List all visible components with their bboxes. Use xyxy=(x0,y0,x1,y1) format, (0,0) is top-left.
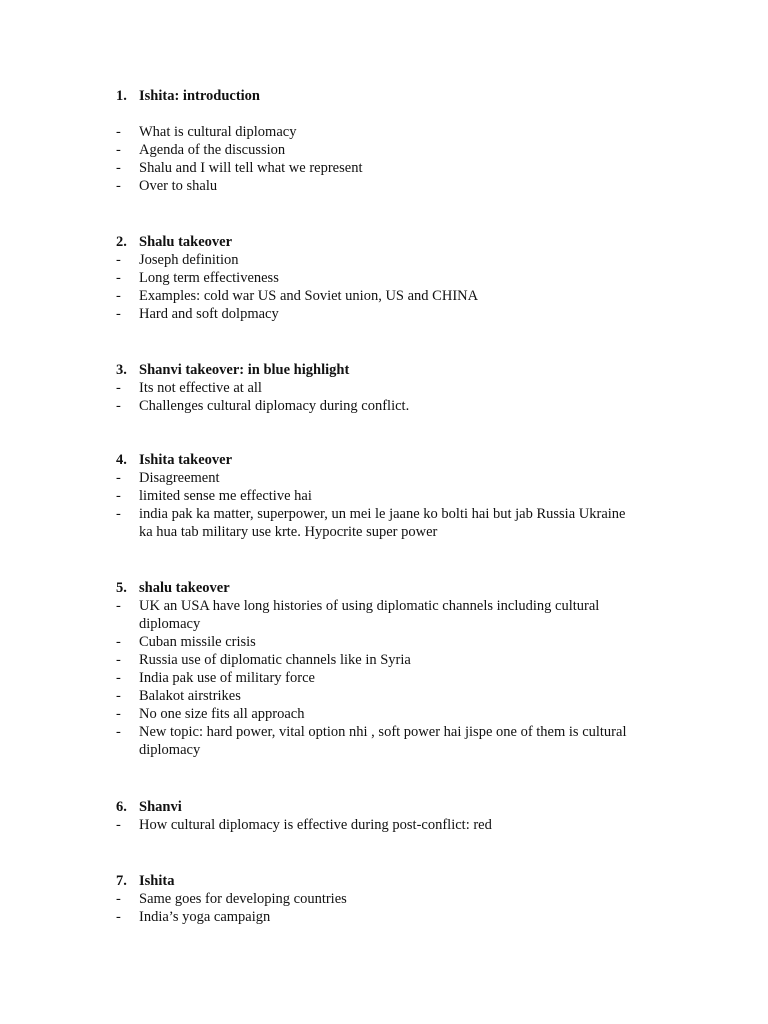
section-heading xyxy=(0,872,768,890)
section-heading xyxy=(0,451,768,469)
section-title: Shanvi takeover: in blue highlight xyxy=(139,362,350,378)
bullet-text: UK an USA have long histories of using diplomatic channels including cultural xyxy=(139,598,600,614)
section-7 xyxy=(0,872,768,926)
bullet-dash: - xyxy=(116,817,121,833)
bullet-text: Challenges cultural diplomacy during conflict. xyxy=(139,398,410,414)
bullet-text: Agenda of the discussion xyxy=(139,142,286,158)
bullet-text: Its not effective at all xyxy=(139,380,262,396)
section-number: 3. xyxy=(116,362,127,378)
bullet-item xyxy=(0,141,768,159)
bullet-text: Examples: cold war US and Soviet union, US and CHINA xyxy=(139,288,479,304)
bullet-dash: - xyxy=(116,160,121,176)
bullet-dash: - xyxy=(116,470,121,486)
section-title: Ishita takeover xyxy=(139,452,233,468)
section-heading xyxy=(0,579,768,597)
bullet-text: Shalu and I will tell what we represent xyxy=(139,160,363,176)
section-4 xyxy=(0,451,768,541)
bullet-dash: - xyxy=(116,724,121,740)
bullet-text: ka hua tab military use krte. Hypocrite super power xyxy=(139,524,438,540)
bullet-item xyxy=(0,523,768,541)
bullet-item xyxy=(0,687,768,705)
bullet-dash: - xyxy=(116,891,121,907)
bullet-dash: - xyxy=(116,270,121,286)
bullet-dash: - xyxy=(116,178,121,194)
bullet-dash: - xyxy=(116,706,121,722)
bullet-dash: - xyxy=(116,124,121,140)
bullet-dash: - xyxy=(116,488,121,504)
bullet-dash: - xyxy=(116,288,121,304)
bullet-text: Disagreement xyxy=(139,470,220,486)
bullet-item xyxy=(0,651,768,669)
bullet-text: Long term effectiveness xyxy=(139,270,279,286)
bullet-text: diplomacy xyxy=(139,616,201,632)
section-number: 4. xyxy=(116,452,127,468)
bullet-text: No one size fits all approach xyxy=(139,706,305,722)
section-3 xyxy=(0,361,768,415)
bullet-item xyxy=(0,890,768,908)
bullet-dash: - xyxy=(116,598,121,614)
bullet-dash: - xyxy=(116,670,121,686)
bullet-item xyxy=(0,177,768,195)
bullet-item xyxy=(0,123,768,141)
bullet-item xyxy=(0,251,768,269)
bullet-dash: - xyxy=(116,398,121,414)
section-title: Shanvi xyxy=(139,799,182,815)
bullet-text: Joseph definition xyxy=(139,252,239,268)
section-title: Ishita: introduction xyxy=(139,88,260,104)
bullet-item xyxy=(0,269,768,287)
bullet-text: india pak ka matter, superpower, un mei le jaane ko bolti hai but jab Russia Ukraine xyxy=(139,506,626,522)
bullet-dash: - xyxy=(116,252,121,268)
bullet-text: Russia use of diplomatic channels like in Syria xyxy=(139,652,411,668)
section-5 xyxy=(0,579,768,759)
section-heading xyxy=(0,361,768,379)
bullet-text: Cuban missile crisis xyxy=(139,634,256,650)
bullet-item xyxy=(0,669,768,687)
bullet-text: New topic: hard power, vital option nhi , soft power hai jispe one of them is cultural xyxy=(139,724,627,740)
bullet-item xyxy=(0,705,768,723)
section-number: 7. xyxy=(116,873,127,889)
section-heading xyxy=(0,233,768,251)
bullet-text: Over to shalu xyxy=(139,178,218,194)
section-6 xyxy=(0,798,768,834)
bullet-item xyxy=(0,487,768,505)
bullet-dash: - xyxy=(116,634,121,650)
section-2 xyxy=(0,233,768,323)
bullet-text: India pak use of military force xyxy=(139,670,315,686)
section-1 xyxy=(0,87,768,195)
bullet-item xyxy=(0,633,768,651)
bullet-item xyxy=(0,816,768,834)
bullet-text: How cultural diplomacy is effective during post-conflict: red xyxy=(139,817,492,833)
bullet-item xyxy=(0,305,768,323)
bullet-item xyxy=(0,615,768,633)
section-number: 5. xyxy=(116,580,127,596)
bullet-item xyxy=(0,159,768,177)
section-title: Ishita xyxy=(139,873,175,889)
bullet-item xyxy=(0,908,768,926)
bullet-text: Same goes for developing countries xyxy=(139,891,347,907)
bullet-item xyxy=(0,469,768,487)
bullet-text: India’s yoga campaign xyxy=(139,909,271,925)
bullet-dash: - xyxy=(116,506,121,522)
section-title: Shalu takeover xyxy=(139,234,233,250)
bullet-dash: - xyxy=(116,652,121,668)
section-heading xyxy=(0,87,768,105)
section-heading xyxy=(0,798,768,816)
bullet-item xyxy=(0,379,768,397)
bullet-dash: - xyxy=(116,306,121,322)
bullet-item xyxy=(0,397,768,415)
section-number: 2. xyxy=(116,234,127,250)
bullet-text: diplomacy xyxy=(139,742,201,758)
bullet-item xyxy=(0,505,768,523)
bullet-text: What is cultural diplomacy xyxy=(139,124,297,140)
section-title: shalu takeover xyxy=(139,580,230,596)
bullet-text: Hard and soft dolpmacy xyxy=(139,306,279,322)
bullet-item xyxy=(0,597,768,615)
bullet-item xyxy=(0,287,768,305)
section-number: 6. xyxy=(116,799,127,815)
bullet-dash: - xyxy=(116,909,121,925)
bullet-text: Balakot airstrikes xyxy=(139,688,241,704)
bullet-item xyxy=(0,741,768,759)
section-number: 1. xyxy=(116,88,127,104)
bullet-dash: - xyxy=(116,688,121,704)
bullet-text: limited sense me effective hai xyxy=(139,488,312,504)
bullet-dash: - xyxy=(116,142,121,158)
bullet-item xyxy=(0,723,768,741)
bullet-dash: - xyxy=(116,380,121,396)
